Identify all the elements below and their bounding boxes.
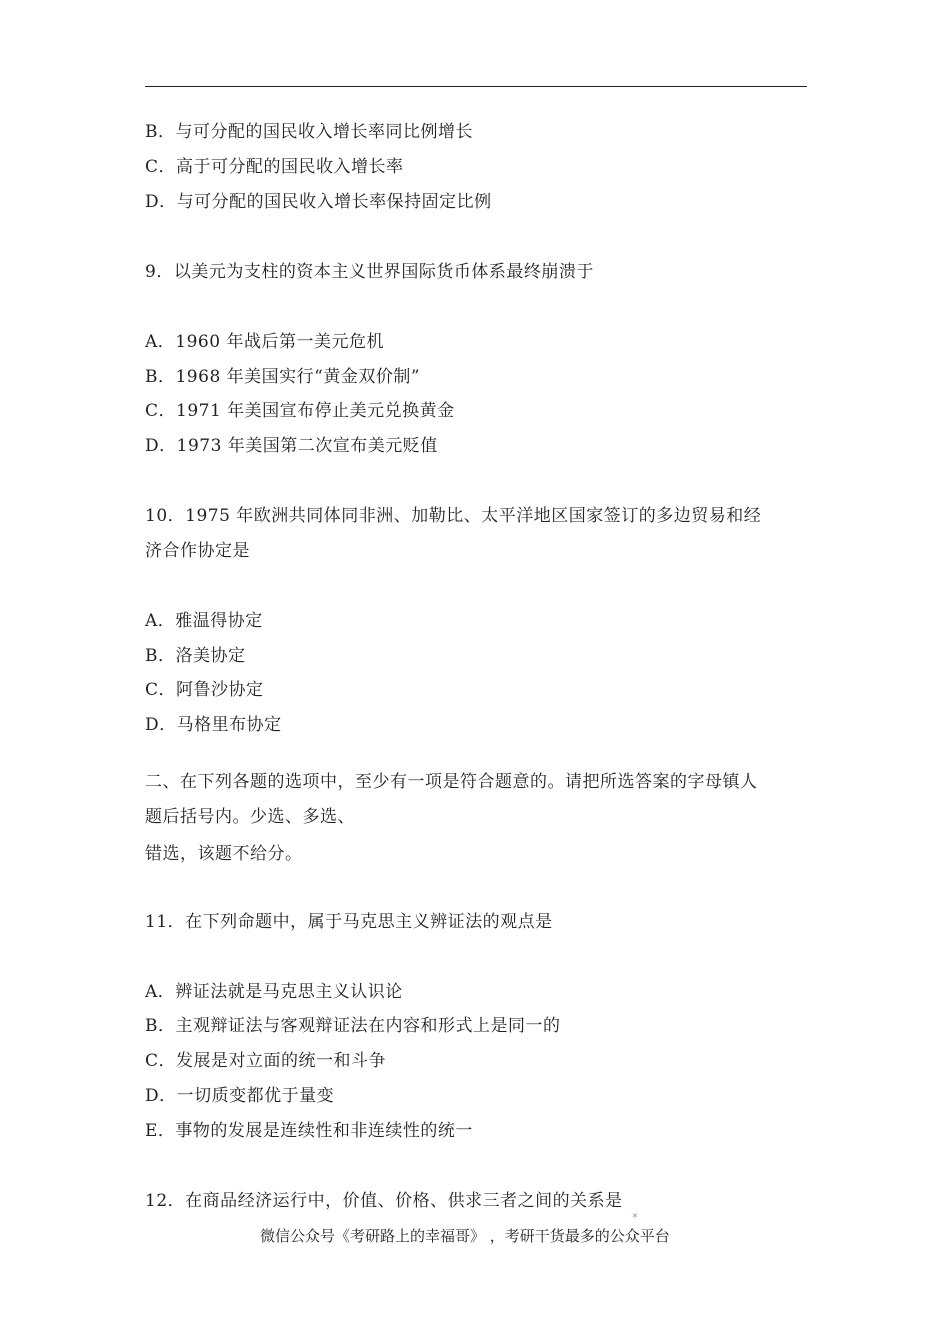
q11-option-e: E．事物的发展是连续性和非连续性的统一 [145, 1121, 473, 1141]
q10-option-b: B．洛美协定 [145, 646, 246, 666]
q10-option-d: D．马格里布协定 [145, 715, 282, 735]
q9-option-a: A．1960 年战后第一美元危机 [145, 332, 384, 352]
q11-option-a: A．辨证法就是马克思主义认识论 [145, 982, 403, 1002]
q8-option-c: C．高于可分配的国民收入增长率 [145, 157, 404, 177]
q9-stem: 9．以美元为支柱的资本主义世界国际货币体系最终崩溃于 [145, 262, 594, 282]
q11-option-b: B．主观辩证法与客观辩证法在内容和形式上是同一的 [145, 1016, 561, 1036]
q11-option-d: D．一切质变都优于量变 [145, 1086, 335, 1106]
q12-stem: 12．在商品经济运行中，价值、价格、供求三者之间的关系是 [145, 1191, 623, 1211]
section2-line2: 题后括号内。少选、多选、 [145, 807, 355, 827]
q9-option-b: B．1968 年美国实行“黄金双价制” [145, 367, 421, 387]
q9-option-c: C．1971 年美国宣布停止美元兑换黄金 [145, 401, 455, 421]
footer-text: 微信公众号《考研路上的幸福哥》 ，考研干货最多的公众平台 [260, 1227, 670, 1245]
q10-option-a: A．雅温得协定 [145, 611, 263, 631]
q11-stem: 11．在下列命题中，属于马克思主义辨证法的观点是 [145, 912, 553, 932]
section2-line1: 二、在下列各题的选项中，至少有一项是符合题意的。请把所选答案的字母镇人 [145, 772, 758, 792]
q11-option-c: C．发展是对立面的统一和斗争 [145, 1051, 387, 1071]
q8-option-d: D．与可分配的国民收入增长率保持固定比例 [145, 192, 492, 212]
q10-stem-line2: 济合作协定是 [145, 541, 250, 561]
header-rule [145, 86, 807, 87]
q10-option-c: C．阿鲁沙协定 [145, 680, 264, 700]
q8-option-b: B．与可分配的国民收入增长率同比例增长 [145, 122, 473, 142]
q9-option-d: D．1973 年美国第二次宣布美元贬值 [145, 436, 438, 456]
q10-stem-line1: 10．1975 年欧洲共同体同非洲、加勒比、太平洋地区国家签订的多边贸易和经 [145, 506, 762, 526]
watermark-mark: ✕ [632, 1212, 638, 1220]
section2-line3: 错选，该题不给分。 [145, 844, 303, 864]
